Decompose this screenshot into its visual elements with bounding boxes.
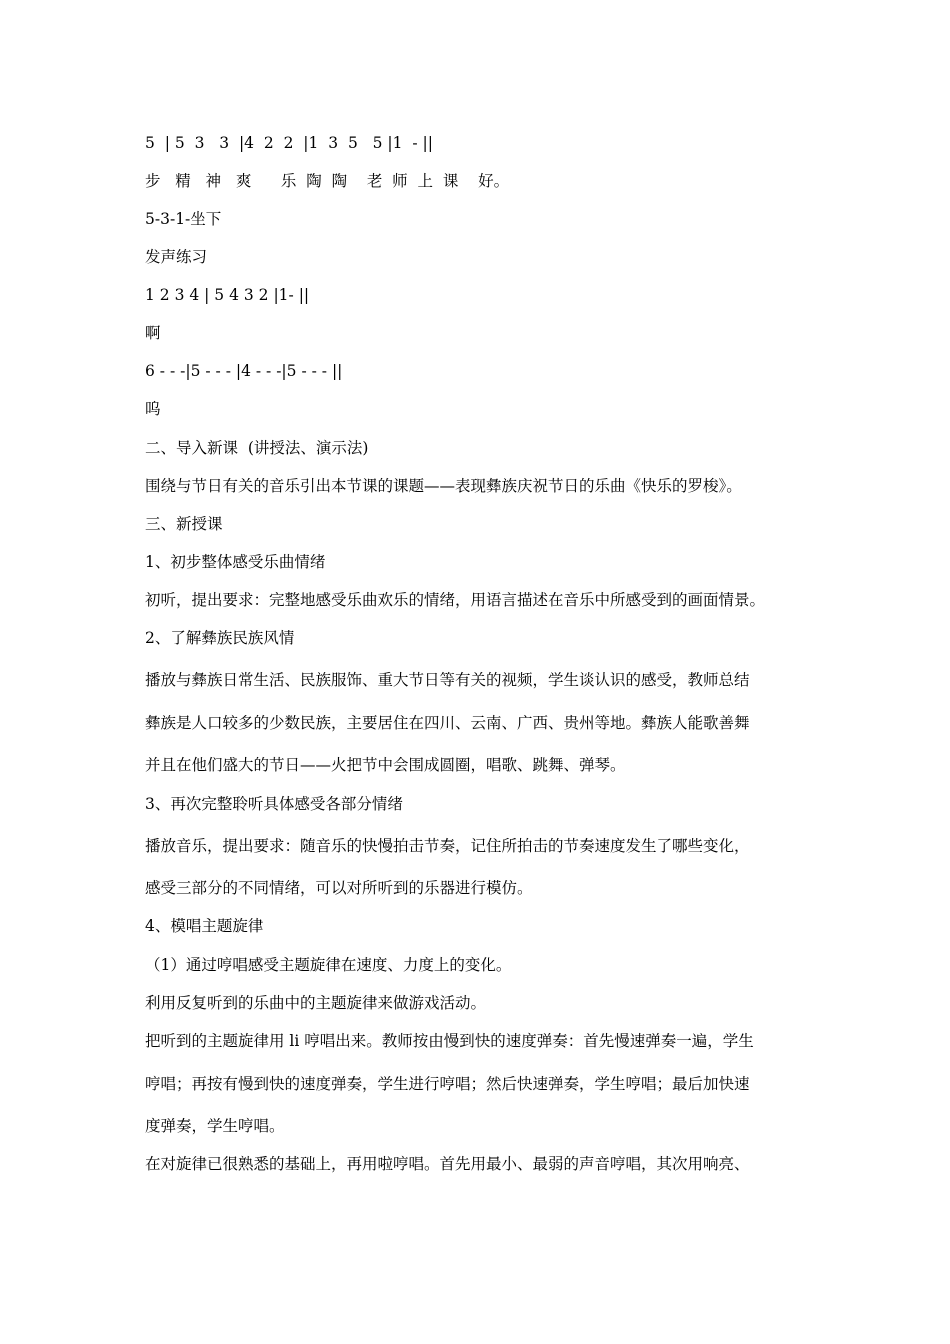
instruction-sit-down: 5-3-1-坐下 [145, 210, 222, 228]
heading-introduce-new-lesson: 二、导入新课 (讲授法、演示法) [145, 439, 369, 457]
lyrics-line-3: 呜 [145, 400, 161, 418]
sub-item-1: （1）通过哼唱感受主题旋律在速度、力度上的变化。 [145, 956, 512, 974]
paragraph-text: 度弹奏，学生哼唱。 [145, 1117, 285, 1135]
paragraph-text: 把听到的主题旋律用 li 哼唱出来。教师按由慢到快的速度弹奏：首先慢速弹奏一遍，学生 [145, 1032, 754, 1050]
paragraph-text: 播放与彝族日常生活、民族服饰、重大节日等有关的视频，学生谈认识的感受，教师总结 [145, 671, 750, 689]
notation-line-1: 5 | 5 3 3 |4 2 2 |1 3 5 5 |1 - || [145, 134, 433, 152]
paragraph-text: 彝族是人口较多的少数民族，主要居住在四川、云南、广西、贵州等地。彝族人能歌善舞 [145, 714, 750, 732]
heading-new-lesson: 三、新授课 [145, 515, 223, 533]
subheading-4: 4、模唱主题旋律 [145, 917, 264, 935]
subheading-1: 1、初步整体感受乐曲情绪 [145, 553, 326, 571]
notation-line-3: 6 - - -|5 - - - |4 - - -|5 - - - || [145, 362, 343, 380]
lyrics-line-1: 步 精 神 爽 乐 陶 陶 老 师 上 课 好。 [145, 172, 510, 190]
paragraph-text: 在对旋律已很熟悉的基础上，再用啦哼唱。首先用最小、最弱的声音哼唱，其次用响亮、 [145, 1155, 750, 1173]
paragraph-text: 播放音乐，提出要求：随音乐的快慢拍击节奏，记住所拍击的节奏速度发生了哪些变化， [145, 837, 750, 855]
paragraph-text: 哼唱；再按有慢到快的速度弹奏，学生进行哼唱；然后快速弹奏，学生哼唱；最后加快速 [145, 1075, 750, 1093]
notation-line-2: 1 2 3 4 | 5 4 3 2 |1- || [145, 286, 310, 304]
subheading-2: 2、了解彝族民族风情 [145, 629, 295, 647]
section-vocal-practice: 发声练习 [145, 248, 208, 266]
paragraph-text: 感受三部分的不同情绪，可以对所听到的乐器进行模仿。 [145, 879, 533, 897]
subheading-3: 3、再次完整聆听具体感受各部分情绪 [145, 795, 403, 813]
lyrics-line-2: 啊 [145, 324, 161, 342]
paragraph-text: 围绕与节日有关的音乐引出本节课的课题——表现彝族庆祝节日的乐曲《快乐的罗梭》。 [145, 477, 742, 495]
paragraph-text: 并且在他们盛大的节日——火把节中会围成圆圈，唱歌、跳舞、弹琴。 [145, 756, 626, 774]
paragraph-text: 利用反复听到的乐曲中的主题旋律来做游戏活动。 [145, 994, 487, 1012]
paragraph-text: 初听，提出要求：完整地感受乐曲欢乐的情绪，用语言描述在音乐中所感受到的画面情景。 [145, 591, 766, 609]
